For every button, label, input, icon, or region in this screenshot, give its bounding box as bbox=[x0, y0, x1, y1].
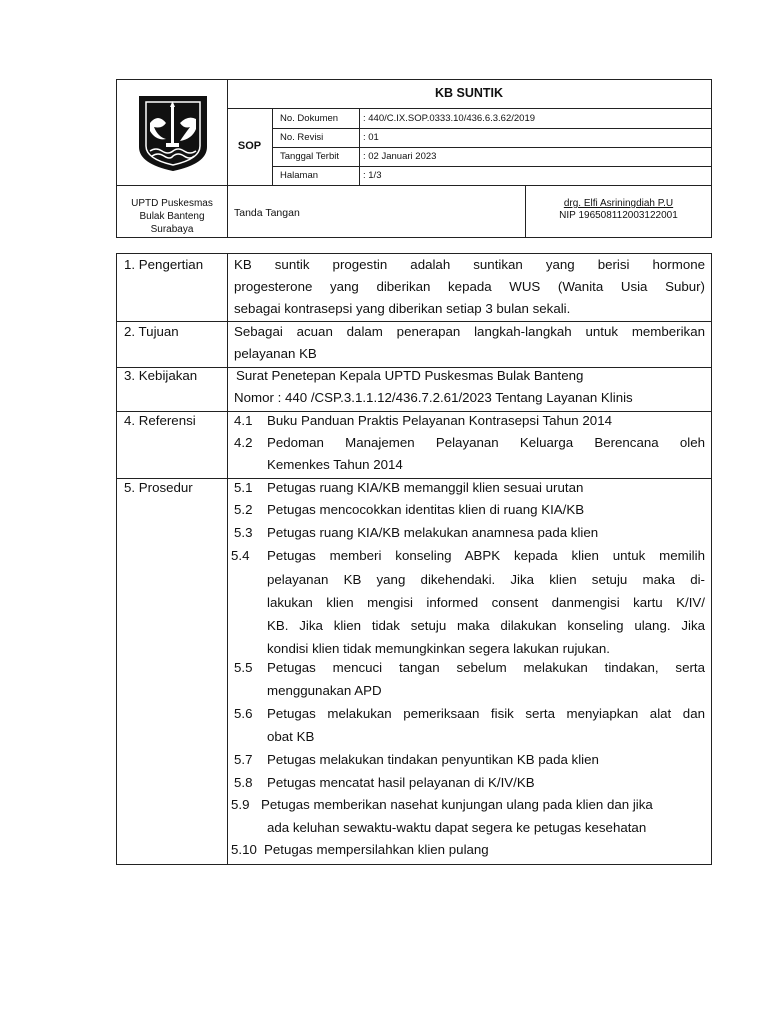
doc-number-label: No. Dokumen bbox=[280, 113, 339, 124]
signature-label: Tanda Tangan bbox=[234, 207, 300, 219]
referensi-num: 4.1 bbox=[234, 413, 253, 428]
prosedur-text: obat KB bbox=[267, 729, 315, 744]
prosedur-text: Petugas mencuci tangan sebelum melakukan tindakan, serta bbox=[267, 660, 705, 675]
label-kebijakan: 3. Kebijakan bbox=[124, 368, 198, 383]
prosedur-num: 5.2 bbox=[234, 502, 253, 517]
prosedur-text: menggunakan APD bbox=[267, 683, 382, 698]
prosedur-num: 5.10 bbox=[231, 842, 257, 857]
prosedur-text: Petugas mencocokkan identitas klien di ruang KIA/KB bbox=[267, 502, 585, 517]
prosedur-text: Petugas mencatat hasil pelayanan di K/IV/KB bbox=[267, 775, 535, 790]
label-prosedur: 5. Prosedur bbox=[124, 480, 193, 495]
prosedur-num: 5.6 bbox=[234, 706, 253, 721]
issue-date-label: Tanggal Terbit bbox=[280, 151, 339, 162]
prosedur-num: 5.9 bbox=[231, 797, 250, 812]
prosedur-num: 5.5 bbox=[234, 660, 253, 675]
issue-date-value: : 02 Januari 2023 bbox=[363, 151, 437, 162]
prosedur-num: 5.1 bbox=[234, 480, 253, 495]
page-label: Halaman bbox=[280, 170, 319, 181]
pengertian-line: sebagai kontrasepsi yang diberikan setiap 3 bulan sekali. bbox=[234, 301, 571, 316]
unit-line-2: Bulak Banteng bbox=[139, 211, 205, 222]
prosedur-num: 5.8 bbox=[234, 775, 253, 790]
prosedur-text: pelayanan KB yang dikehendaki. Jika klien setuju maka di- bbox=[267, 572, 705, 587]
prosedur-text: Petugas mempersilahkan klien pulang bbox=[264, 842, 489, 857]
prosedur-num: 5.4 bbox=[231, 548, 250, 563]
revision-label: No. Revisi bbox=[280, 132, 324, 143]
tujuan-line: Sebagai acuan dalam penerapan langkah-langkah untuk memberikan bbox=[234, 324, 705, 339]
prosedur-num: 5.7 bbox=[234, 752, 253, 767]
kebijakan-line: Nomor : 440 /CSP.3.1.1.12/436.7.2.61/2023 Tentang Layanan Klinis bbox=[234, 390, 633, 405]
referensi-text: Buku Panduan Praktis Pelayanan Kontrasepsi Tahun 2014 bbox=[267, 413, 612, 428]
prosedur-text: Petugas ruang KIA/KB melakukan anamnesa pada klien bbox=[267, 525, 599, 540]
document-title: KB SUNTIK bbox=[434, 86, 504, 100]
doc-number-value: : 440/C.IX.SOP.0333.10/436.6.3.62/2019 bbox=[363, 113, 536, 124]
sop-label: SOP bbox=[237, 140, 262, 152]
prosedur-text: Petugas memberikan nasehat kunjungan ulang pada klien dan jika bbox=[261, 797, 653, 812]
page-value: : 1/3 bbox=[363, 170, 382, 181]
prosedur-text: Petugas ruang KIA/KB memanggil klien sesuai urutan bbox=[267, 480, 584, 495]
prosedur-text: Petugas melakukan pemeriksaan fisik serta menyiapkan alat dan bbox=[267, 706, 705, 721]
prosedur-text: Petugas memberi konseling ABPK kepada klien untuk memilih bbox=[267, 548, 705, 563]
kebijakan-line: Surat Penetepan Kepala UPTD Puskesmas Bulak Banteng bbox=[236, 368, 584, 383]
label-pengertian: 1. Pengertian bbox=[124, 257, 204, 272]
signer-name: drg. Elfi Asriningdiah P.U bbox=[563, 198, 674, 209]
referensi-text: Kemenkes Tahun 2014 bbox=[267, 457, 403, 472]
prosedur-text: lakukan klien mengisi informed consent danmengisi kartu K/IV/ bbox=[267, 595, 705, 610]
label-tujuan: 2. Tujuan bbox=[124, 324, 179, 339]
surabaya-crest-logo bbox=[136, 93, 210, 172]
signer-nip: NIP 196508112003122001 bbox=[559, 210, 678, 221]
referensi-num: 4.2 bbox=[234, 435, 253, 450]
revision-value: : 01 bbox=[363, 132, 379, 143]
referensi-text: Pedoman Manajemen Pelayanan Keluarga Berencana oleh bbox=[267, 435, 705, 450]
prosedur-text: Petugas melakukan tindakan penyuntikan KB pada klien bbox=[267, 752, 599, 767]
prosedur-text: KB. Jika klien tidak setuju maka dilakukan konseling ulang. Jika bbox=[267, 618, 705, 633]
prosedur-text: ada keluhan sewaktu-waktu dapat segera ke petugas kesehatan bbox=[267, 820, 647, 835]
sop-header-table bbox=[116, 79, 712, 238]
prosedur-num: 5.3 bbox=[234, 525, 253, 540]
sop-content-table bbox=[116, 253, 712, 865]
label-referensi: 4. Referensi bbox=[124, 413, 196, 428]
pengertian-line: KB suntik progestin adalah suntikan yang berisi hormone bbox=[234, 257, 705, 272]
pengertian-line: progesterone yang diberikan kepada WUS (Wanita Usia Subur) bbox=[234, 279, 705, 294]
unit-line-1: UPTD Puskesmas bbox=[131, 198, 213, 209]
unit-line-3: Surabaya bbox=[150, 224, 194, 235]
tujuan-line: pelayanan KB bbox=[234, 346, 317, 361]
prosedur-text: kondisi klien tidak memungkinkan segera lakukan rujukan. bbox=[267, 641, 610, 656]
